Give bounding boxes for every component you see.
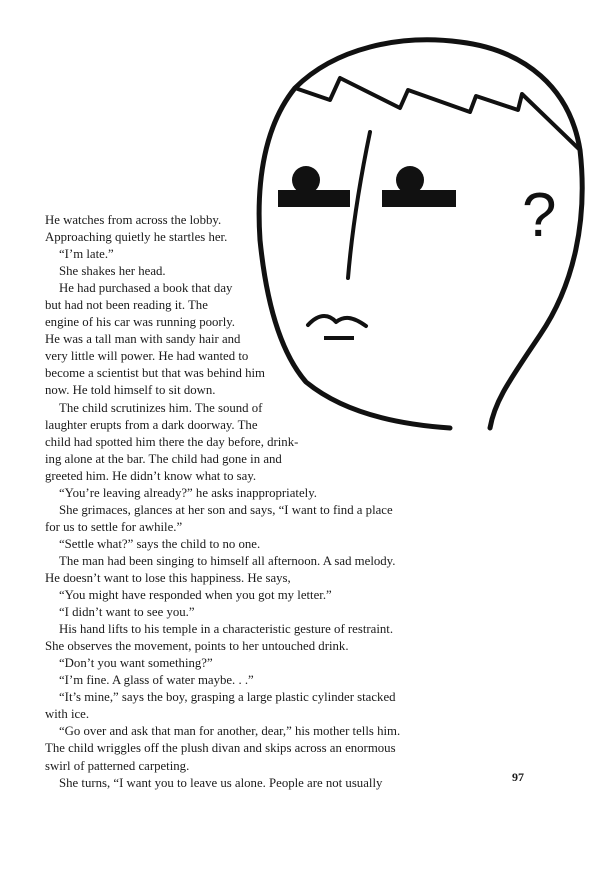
- text-line: His hand lifts to his temple in a characteristic gesture of restraint.: [59, 622, 394, 637]
- text-line: become a scientist but that was behind him: [45, 366, 265, 381]
- text-line: child had spotted him there the day before, drink-: [45, 434, 299, 449]
- text-line: “Don’t you want something?”: [59, 656, 213, 671]
- text-line: very little will power. He had wanted to: [45, 349, 249, 364]
- text-line: but had not been reading it. The: [45, 298, 208, 313]
- text-line: Approaching quietly he startles her.: [45, 230, 228, 245]
- page-number: 97: [512, 770, 524, 784]
- text-line: engine of his car was running poorly.: [45, 315, 236, 330]
- text-line: She grimaces, glances at her son and says, “I want to find a place: [59, 502, 393, 517]
- left-eye-bar: [278, 190, 350, 207]
- text-line: He had purchased a book that day: [59, 281, 233, 296]
- text-line: She observes the movement, points to her untouched drink.: [45, 639, 349, 654]
- text-line: The child wriggles off the plush divan and skips across an enormous: [45, 741, 396, 756]
- text-line: She turns, “I want you to leave us alone. People are not usually: [59, 775, 383, 790]
- text-line: ing alone at the bar. The child had gone in and: [45, 451, 282, 466]
- text-line: “I’m late.”: [59, 247, 114, 262]
- text-line: swirl of patterned carpeting.: [45, 758, 190, 773]
- question-mark: ?: [522, 181, 557, 250]
- text-line: “I didn’t want to see you.”: [59, 605, 195, 620]
- hairline: [295, 78, 580, 150]
- text-line: laughter erupts from a dark doorway. The: [45, 417, 258, 432]
- text-line: now. He told himself to sit down.: [45, 383, 216, 398]
- text-line: He was a tall man with sandy hair and: [45, 332, 241, 347]
- text-line: “I’m fine. A glass of water maybe. . .”: [59, 673, 254, 688]
- body-text: [45, 212, 400, 792]
- text-line: She shakes her head.: [59, 264, 166, 279]
- text-line: The child scrutinizes him. The sound of: [59, 400, 263, 415]
- text-line: “You’re leaving already?” he asks inappropriately.: [59, 485, 317, 500]
- text-line: The man had been singing to himself all afternoon. A sad melody.: [59, 553, 396, 568]
- right-eye-pupil: [396, 166, 424, 194]
- text-line: for us to settle for awhile.”: [45, 519, 183, 534]
- text-line: “It’s mine,” says the boy, grasping a large plastic cylinder stacked: [59, 690, 396, 705]
- left-eye-pupil: [292, 166, 320, 194]
- text-line: “Go over and ask that man for another, dear,” his mother tells him.: [59, 724, 401, 739]
- text-line: He doesn’t want to lose this happiness. He says,: [45, 570, 291, 585]
- text-line: “Settle what?” says the child to no one.: [59, 536, 261, 551]
- text-line: with ice.: [45, 707, 90, 722]
- right-eye-bar: [382, 190, 456, 207]
- text-line: “You might have responded when you got my letter.”: [59, 588, 332, 603]
- text-line: He watches from across the lobby.: [45, 213, 222, 227]
- text-line: greeted him. He didn’t know what to say.: [45, 468, 257, 483]
